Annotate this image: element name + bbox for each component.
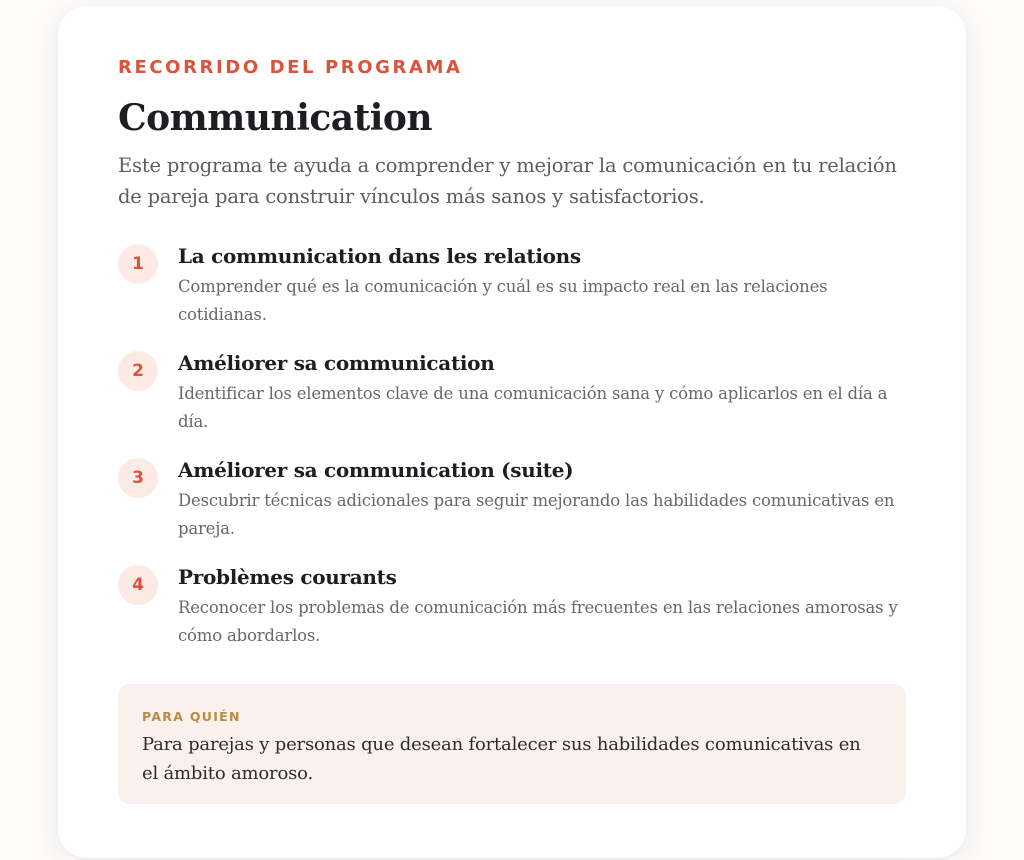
section-eyebrow: RECORRIDO DEL PROGRAMA: [118, 57, 463, 78]
program-intro: Este programa te ayuda a comprender y mejorar la comunicación en tu relación de pareja para construir vínculos más sanos y satisfactorios.: [118, 154, 897, 208]
module-item-2: [118, 349, 906, 456]
module-description: Descubrir técnicas adicionales para seguir mejorando las habilidades comunicativas en pareja.: [178, 491, 895, 538]
module-title: Améliorer sa communication: [178, 351, 495, 375]
program-overview-card: [58, 6, 966, 858]
module-description: Identificar los elementos clave de una comunicación sana y cómo aplicarlos en el día a día.: [178, 384, 888, 431]
module-item-1: [118, 242, 906, 349]
module-list: [118, 242, 906, 670]
module-item-4: [118, 563, 906, 670]
module-item-3: [118, 456, 906, 563]
audience-label: PARA QUIÉN: [142, 709, 241, 724]
module-description: Reconocer los problemas de comunicación más frecuentes en las relaciones amorosas y cómo abordarlos.: [178, 598, 898, 645]
module-number-badge: 4: [118, 565, 158, 605]
module-title: Améliorer sa communication (suite): [178, 458, 574, 482]
module-number-badge: 3: [118, 458, 158, 498]
target-audience-box: [118, 684, 906, 804]
module-description: Comprender qué es la comunicación y cuál es su impacto real en las relaciones cotidianas.: [178, 277, 828, 324]
module-number-badge: 1: [118, 244, 158, 284]
audience-text: Para parejas y personas que desean fortalecer sus habilidades comunicativas en el ámbito amoroso.: [142, 734, 861, 784]
module-title: La communication dans les relations: [178, 244, 581, 268]
page-title: Communication: [118, 97, 433, 139]
module-title: Problèmes courants: [178, 565, 397, 589]
module-number-badge: 2: [118, 351, 158, 391]
